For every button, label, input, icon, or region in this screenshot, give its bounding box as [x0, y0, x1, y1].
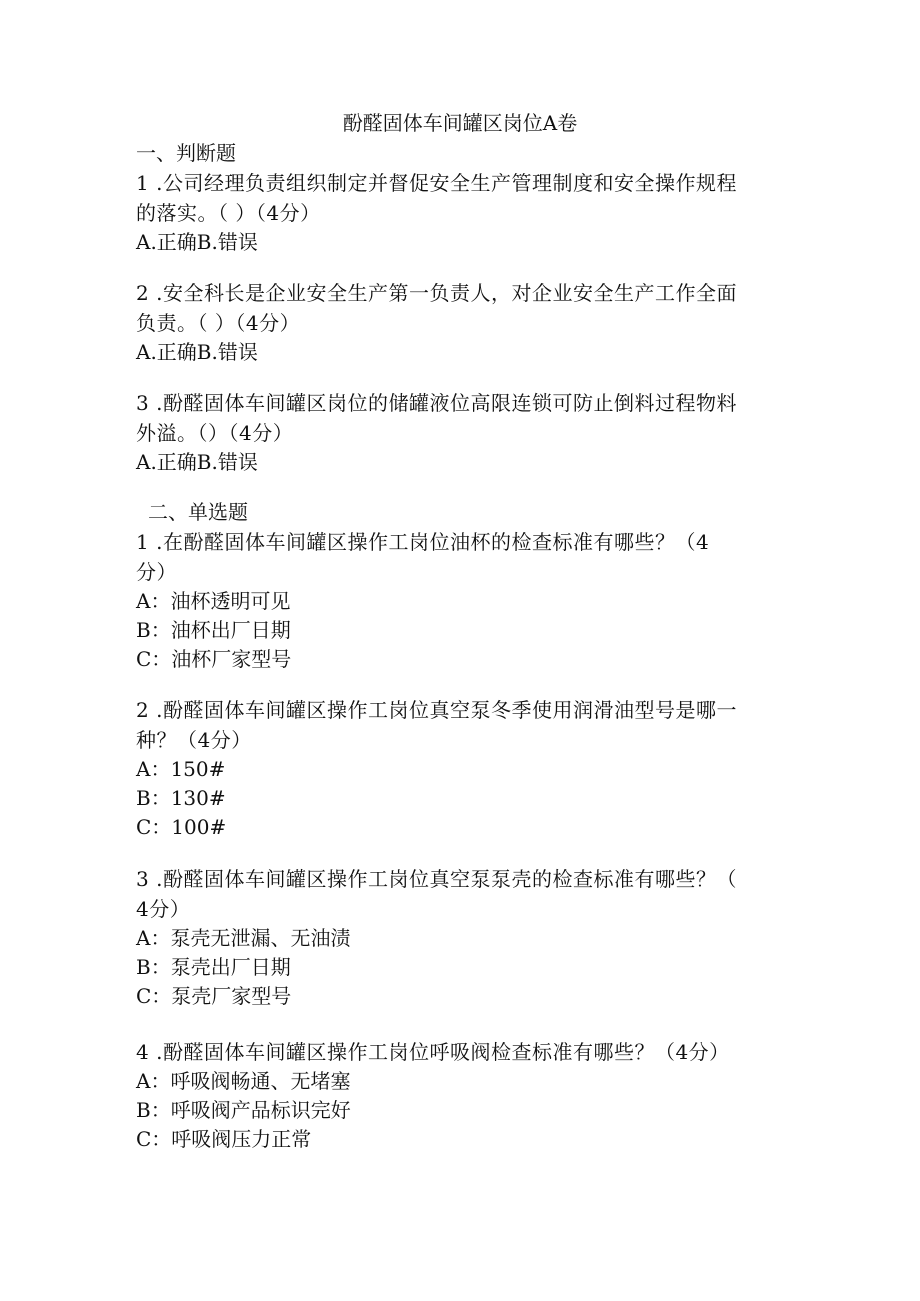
option-c: C：泵壳厂家型号 — [136, 984, 292, 1008]
option-c: C：油杯厂家型号 — [136, 647, 292, 671]
answer-options: A.正确B.错误 — [136, 340, 258, 364]
tf-question-3 — [136, 388, 826, 477]
option-b: B：油杯出厂日期 — [136, 618, 291, 642]
question-text: 4 .酚醛固体车间罐区操作工岗位呼吸阀检查标准有哪些？（4分） — [136, 1040, 730, 1064]
question-text: 2 .酚醛固体车间罐区操作工岗位真空泵冬季使用润滑油型号是哪一 — [136, 698, 737, 722]
section-heading: 二、单选题 — [148, 500, 248, 524]
mc-question-2 — [136, 695, 826, 842]
option-a: A：呼吸阀畅通、无堵塞 — [136, 1069, 351, 1093]
option-b: B：呼吸阀产品标识完好 — [136, 1098, 351, 1122]
question-text: 3 .酚醛固体车间罐区操作工岗位真空泵泵壳的检查标准有哪些？（ — [136, 867, 737, 891]
question-text-cont: 的落实。（ ）（4分） — [136, 201, 321, 225]
question-text: 1 .在酚醛固体车间罐区操作工岗位油杯的检查标准有哪些？（4 — [136, 530, 710, 554]
option-a: A：油杯透明可见 — [136, 589, 291, 613]
option-b: B：泵壳出厂日期 — [136, 955, 291, 979]
tf-question-1 — [136, 168, 826, 257]
option-a: A：泵壳无泄漏、无油渍 — [136, 926, 351, 950]
question-text: 1 .公司经理负责组织制定并督促安全生产管理制度和安全操作规程 — [136, 171, 737, 195]
question-text-cont: 分） — [136, 560, 177, 584]
tf-question-2 — [136, 278, 826, 367]
mc-question-4 — [136, 1037, 826, 1154]
question-text: 2 .安全科长是企业安全生产第一负责人，对企业安全生产工作全面 — [136, 281, 737, 305]
question-text: 3 .酚醛固体车间罐区岗位的储罐液位高限连锁可防止倒料过程物料 — [136, 391, 737, 415]
section-heading: 一、判断题 — [136, 141, 236, 165]
mc-question-3 — [136, 864, 826, 1011]
question-text-cont: 外溢。（）（4分） — [136, 421, 294, 445]
option-c: C：呼吸阀压力正常 — [136, 1127, 312, 1151]
section-true-false — [136, 138, 826, 168]
option-b: B：130# — [136, 786, 226, 810]
option-c: C：100# — [136, 815, 227, 839]
answer-options: A.正确B.错误 — [136, 230, 258, 254]
section-single-choice — [148, 497, 838, 527]
document-title: 酚醛固体车间罐区岗位A卷 — [342, 111, 578, 135]
option-a: A：150# — [136, 757, 226, 781]
mc-question-1 — [136, 527, 826, 674]
question-text-cont: 4分） — [136, 897, 191, 921]
answer-options: A.正确B.错误 — [136, 450, 258, 474]
question-text-cont: 种？（4分） — [136, 728, 252, 752]
question-text-cont: 负责。（ ）（4分） — [136, 311, 301, 335]
